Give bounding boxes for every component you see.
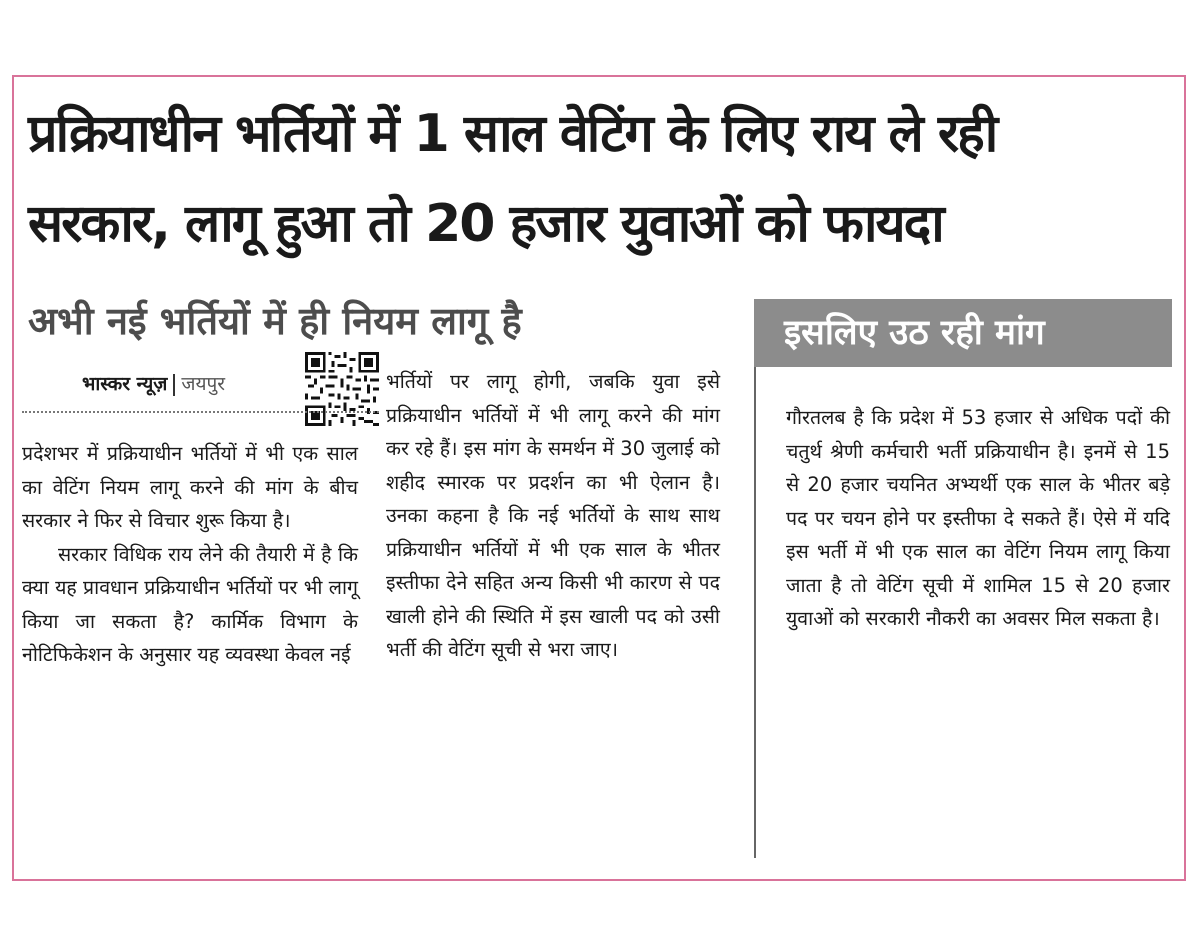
qr-code-icon[interactable] [305, 352, 379, 426]
byline-source: भास्कर न्यूज़ [82, 373, 168, 395]
article-column-2 [386, 365, 720, 667]
headline-line-2: सरकार, लागू हुआ तो 20 हजार युवाओं को फायदा [28, 194, 943, 254]
column1-paragraph-1: प्रदेशभर में प्रक्रियाधीन भर्तियों में भी एक साल का वेटिंग नियम लागू करने की मांग के बीच सरकार ने फिर से विचार शुरू किया है। [22, 442, 358, 532]
byline-separator [173, 374, 175, 396]
column1-paragraph-2: सरकार विधिक राय लेने की तैयारी में है कि क्या यह प्रावधान प्रक्रियाधीन भर्तियों पर भी लागू किया जा सकता है? कार्मिक विभाग के नोटिफिकेशन के अनुसार यह व्यवस्था केवल नई [22, 542, 358, 666]
subheadline: अभी नई भर्तियों में ही नियम लागू है [28, 298, 522, 343]
byline-city: जयपुर [181, 373, 226, 395]
article-column-1 [22, 437, 358, 672]
sidebox-column [786, 401, 1170, 636]
sidebox-paragraph-1: गौरतलब है कि प्रदेश में 53 हजार से अधिक पदों की चतुर्थ श्रेणी कर्मचारी भर्ती प्रक्रियाधीन है। इनमें से 15 से 20 हजार चयनित अभ्यर्थी एक साल के भीतर बड़े पद पर चयन होने पर इस्तीफा दे सकते हैं। ऐसे में यदि इस भर्ती में भी एक साल का वेटिंग नियम लागू किया जाता है तो वेटिंग सूची में शामिल 15 से 20 हजार युवाओं को सरकारी नौकरी का अवसर मिल सकता है। [786, 406, 1170, 630]
headline-line-1: प्रक्रियाधीन भर्तियों में 1 साल वेटिंग के लिए राय ले रही [28, 104, 997, 164]
byline-divider [22, 411, 379, 413]
sidebox-title: इसलिए उठ रही मांग [754, 299, 1172, 367]
byline [82, 370, 225, 396]
column2-paragraph-1: भर्तियों पर लागू होगी, जबकि युवा इसे प्रक्रियाधीन भर्तियों में भी लागू करने की मांग कर रहे हैं। इस मांग के समर्थन में 30 जुलाई को शहीद स्मारक पर प्रदर्शन का भी ऐलान है। उनका कहना है कि नई भर्तियों के साथ साथ प्रक्रियाधीन भर्तियों में भी एक साल के भीतर इस्तीफा देने सहित अन्य किसी भी कारण से पद खाली होने की स्थिति में इस खाली पद को उसी भर्ती की वेटिंग सूची से भरा जाए। [386, 370, 720, 661]
